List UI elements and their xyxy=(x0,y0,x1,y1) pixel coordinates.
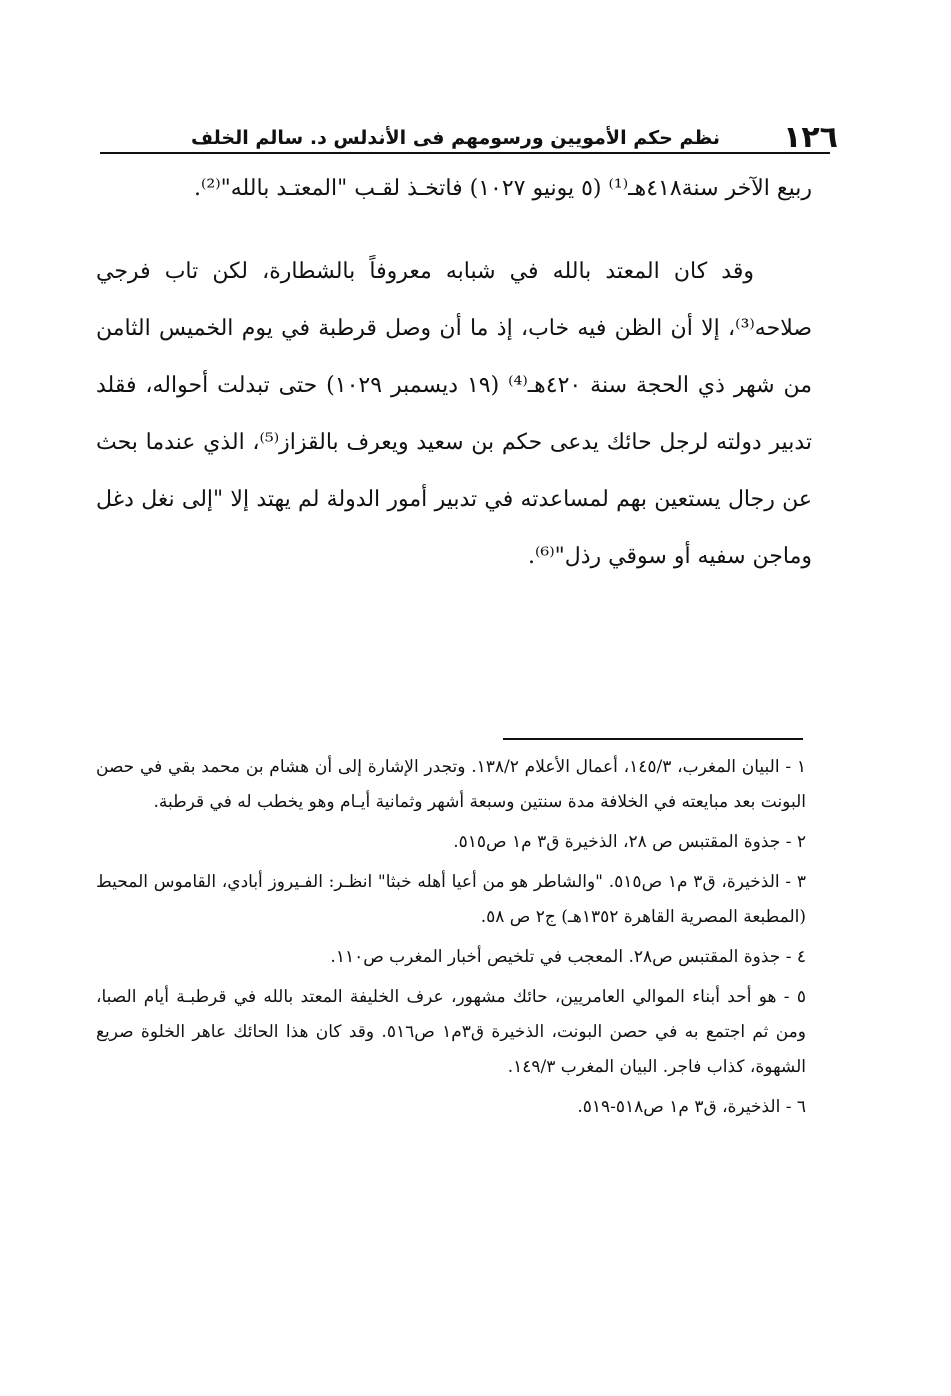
footnote: ١ - البيان المغرب، ١٤٥/٣، أعمال الأعلام ١٣٨/٢. وتجدر الإشارة إلى أن هشام بن محمد بقي في حصن البونت بعد مبايعته في الخلافة مدة سنتين وسبعة أشهر وثمانية أيـام وهو يخطب له في قرطبة. xyxy=(96,757,806,812)
footnote: ٣ - الذخيرة، ق٣ م١ ص٥١٥. "والشاطر هو من أعيا أهله خبثا" انظـر: الفـيروز أبادي، القاموس المحيط (المطبعة المصرية القاهرة ١٣٥٢هـ) ج٢ ص ٥٨. xyxy=(96,872,806,927)
footnote-rule xyxy=(503,738,803,740)
running-title: نظم حكم الأمويين ورسومهم فى الأندلس د. سالم الخلف xyxy=(191,127,720,149)
footnote: ٥ - هو أحد أبناء الموالي العامريين، حائك مشهور، عرف الخليفة المعتد بالله في قرطبـة أيام الصبا، ومن ثم اجتمع به في حصن البونت، الذخيرة ق٣م١ ص٥١٦. وقد كان هذا الحائك عاهر الخلوة صريع الشهوة، كذاب فاجر. البيان المغرب ١٤٩/٣. xyxy=(96,987,806,1077)
page-number: ١٢٦ xyxy=(783,120,838,155)
footnote: ٤ - جذوة المقتبس ص٢٨. المعجب في تلخيص أخبار المغرب ص١١٠. xyxy=(330,947,806,967)
footnotes xyxy=(96,750,806,1130)
header-rule xyxy=(100,152,830,154)
paragraph: ربيع الآخر سنة٤١٨هـ⁽¹⁾ (٥ يونيو ١٠٢٧) فاتخـذ لقـب "المعتـد بالله"⁽²⁾. xyxy=(193,176,812,201)
main-text xyxy=(96,160,812,585)
footnote: ٢ - جذوة المقتبس ص ٢٨، الذخيرة ق٣ م١ ص٥١٥. xyxy=(453,832,806,852)
paragraph: وقد كان المعتد بالله في شبابه معروفاً بالشطارة، لكن تاب فرجي صلاحه⁽³⁾، إلا أن الظن فيه خاب، إذ ما أن وصل قرطبة في يوم الخميس الثامن من شهر ذي الحجة سنة ٤٢٠هـ⁽⁴⁾ (١٩ ديسمبر ١٠٢٩) حتى تبدلت أحواله، فقلد تدبير دولته لرجل حائك يدعى حكم بن سعيد ويعرف بالقزاز⁽⁵⁾، الذي عندما بحث عن رجال يستعين بهم لمساعدته في تدبير أمور الدولة لم يهتد إلا "إلى نغل دغل وماجن سفيه أو سوقي رذل"⁽⁶⁾. xyxy=(96,259,813,569)
footnote: ٦ - الذخيرة، ق٣ م١ ص٥١٨-٥١٩. xyxy=(577,1097,806,1117)
